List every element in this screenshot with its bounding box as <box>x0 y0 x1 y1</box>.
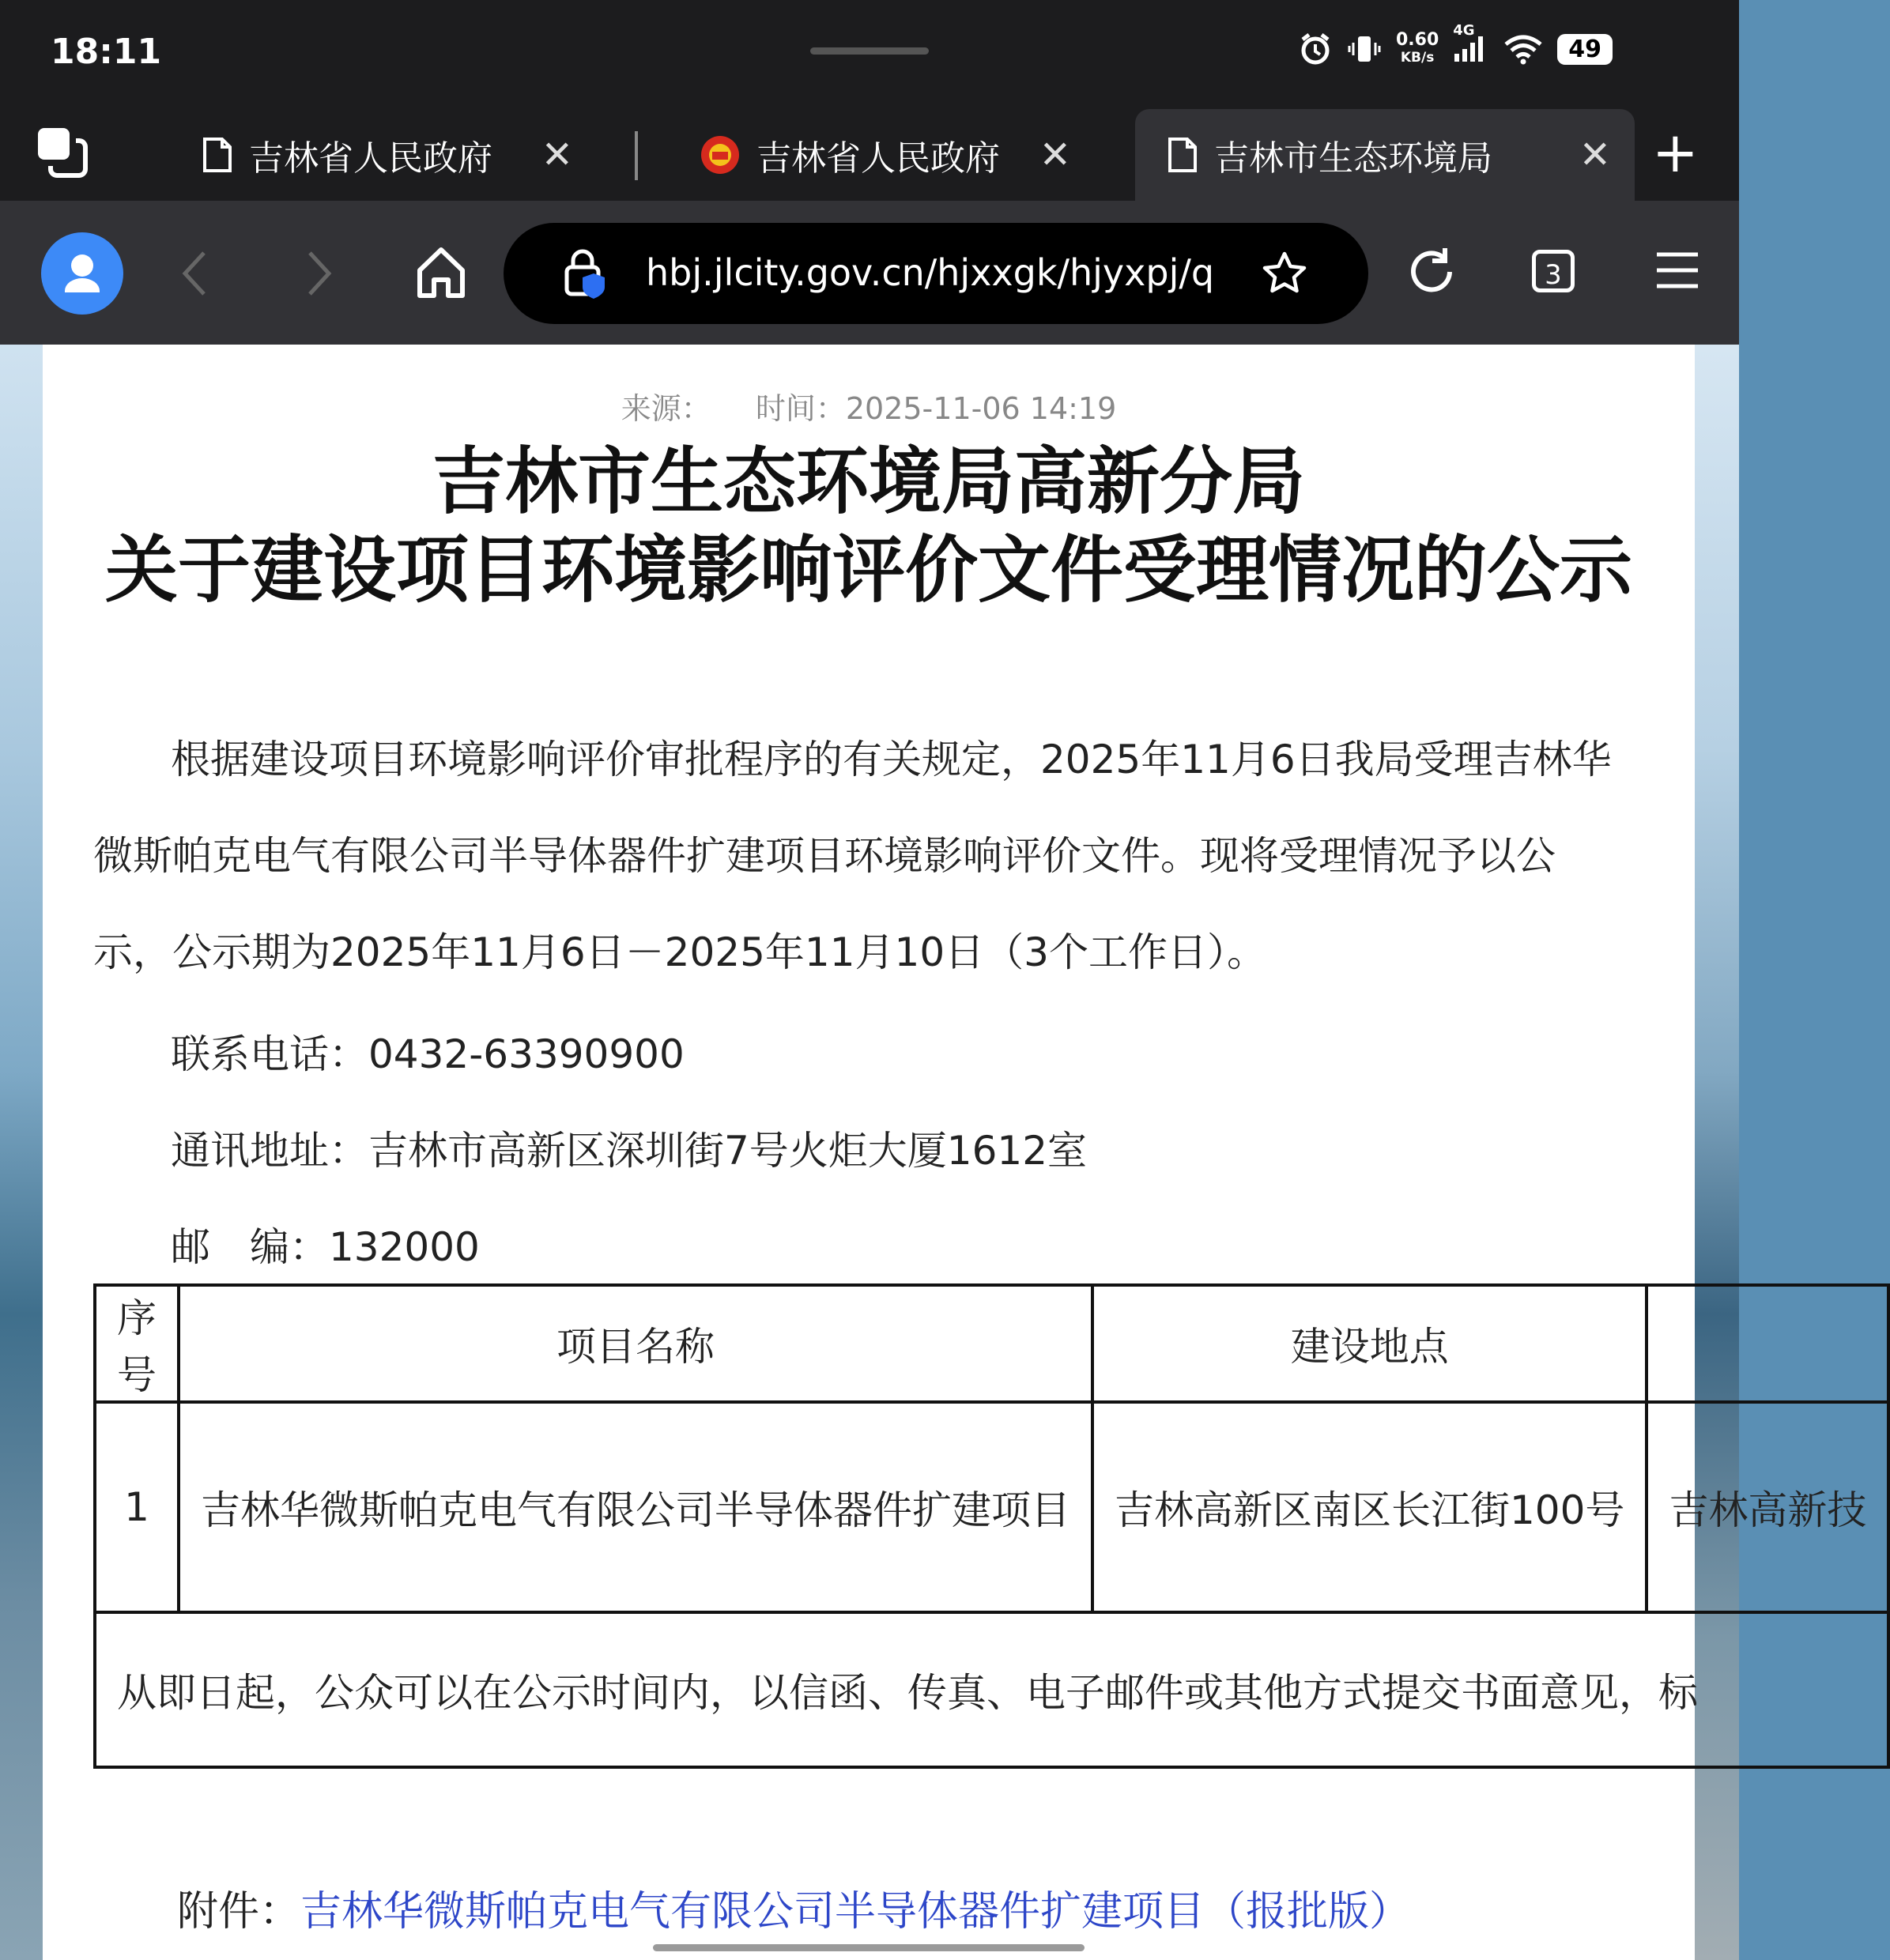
tab-jilin-province-2[interactable] <box>700 109 1071 201</box>
title-line-1: 吉林市生态环境局高新分局 <box>432 439 1305 524</box>
postal-code: 邮 编：132000 <box>171 1224 480 1270</box>
background-scenery-left <box>0 345 43 1960</box>
emblem-icon <box>700 134 741 175</box>
page-icon <box>1167 136 1198 174</box>
network-speed-unit: KB/s <box>1400 50 1435 66</box>
reload-icon[interactable] <box>1404 243 1459 299</box>
alarm-icon <box>1298 32 1333 66</box>
tab-label: 吉林市生态环境局 <box>1214 138 1492 179</box>
close-icon[interactable]: ✕ <box>1039 133 1071 177</box>
table-row <box>95 1402 1888 1612</box>
page-icon <box>202 136 233 174</box>
wifi-icon <box>1503 33 1543 65</box>
cell-index: 1 <box>95 1402 179 1612</box>
profile-avatar[interactable] <box>41 232 123 315</box>
vibrate-icon <box>1347 32 1382 66</box>
home-indicator[interactable] <box>653 1944 1085 1951</box>
status-icons <box>1298 22 1613 66</box>
browser-toolbar <box>0 201 1739 345</box>
title-line-2: 关于建设项目环境影响评价文件受理情况的公示 <box>104 528 1632 612</box>
page-title <box>43 438 1695 615</box>
table-footer-row <box>95 1612 1888 1767</box>
cell-extra: 吉林高新技 <box>1647 1402 1888 1612</box>
security-lock-icon[interactable] <box>562 247 613 300</box>
url-text: hbj.jlcity.gov.cn/hjxxgk/hjyxpj/q <box>646 251 1215 294</box>
tab-jilin-city-ecology[interactable] <box>1135 109 1635 201</box>
header-cell-location: 建设地点 <box>1092 1285 1647 1402</box>
page-content <box>43 345 1867 1960</box>
close-icon[interactable]: ✕ <box>1579 133 1611 177</box>
home-icon[interactable] <box>415 245 467 300</box>
tab-bar <box>0 109 1739 201</box>
project-table <box>93 1283 1890 1769</box>
network-speed-value: 0.60 <box>1395 30 1439 50</box>
article-meta <box>43 384 1695 428</box>
contact-address: 通讯地址：吉林市高新区深圳街7号火炬大厦1612室 <box>171 1128 1088 1174</box>
network-type: 4G <box>1453 22 1475 39</box>
contact-phone: 联系电话：0432-63390900 <box>171 1031 685 1077</box>
tab-overview-icon[interactable] <box>35 125 92 182</box>
body-paragraph: 根据建设项目环境影响评价审批程序的有关规定，2025年11月6日我局受理吉林华微斯帕克电气有限公司半导体器件扩建项目环境影响评价文件。现将受理情况予以公示，公示期为2025年11月6日－2025年11月10日（3个工作日）。 <box>93 737 1612 975</box>
back-icon[interactable] <box>179 248 210 299</box>
close-icon[interactable]: ✕ <box>541 133 573 177</box>
signal-group <box>1453 22 1489 66</box>
time-label: 时间： <box>755 391 846 426</box>
source-label: 来源： <box>621 391 711 426</box>
menu-icon[interactable] <box>1654 250 1701 291</box>
battery-indicator: 49 <box>1557 34 1613 65</box>
attachment <box>177 1878 1410 1937</box>
new-tab-button[interactable]: + <box>1652 120 1699 185</box>
forward-icon[interactable] <box>304 248 335 299</box>
status-bar <box>0 0 1739 109</box>
tab-divider <box>635 131 638 180</box>
drag-handle[interactable] <box>810 47 929 55</box>
table-header-row <box>95 1285 1888 1402</box>
status-time: 18:11 <box>51 32 162 72</box>
address-bar[interactable] <box>504 223 1368 324</box>
bookmark-star-icon[interactable] <box>1261 250 1308 297</box>
tab-jilin-province-1[interactable] <box>202 109 573 201</box>
attachment-label: 附件： <box>177 1888 301 1936</box>
header-cell-extra <box>1647 1285 1888 1402</box>
header-cell-name: 项目名称 <box>179 1285 1092 1402</box>
cell-location: 吉林高新区南区长江街100号 <box>1092 1402 1647 1612</box>
tab-count-button[interactable]: 3 <box>1532 250 1575 292</box>
cell-project-name: 吉林华微斯帕克电气有限公司半导体器件扩建项目 <box>179 1402 1092 1612</box>
time-value: 2025-11-06 14:19 <box>845 391 1117 426</box>
user-icon <box>41 232 123 315</box>
table-footer-note: 从即日起，公众可以在公示时间内，以信函、传真、电子邮件或其他方式提交书面意见，标 <box>95 1612 1888 1767</box>
header-cell-index: 序号 <box>95 1285 179 1402</box>
tab-label: 吉林省人民政府 <box>249 138 492 179</box>
network-speed <box>1396 32 1439 66</box>
tab-label: 吉林省人民政府 <box>756 138 1000 179</box>
attachment-link[interactable]: 吉林华微斯帕克电气有限公司半导体器件扩建项目（报批版） <box>300 1888 1411 1936</box>
